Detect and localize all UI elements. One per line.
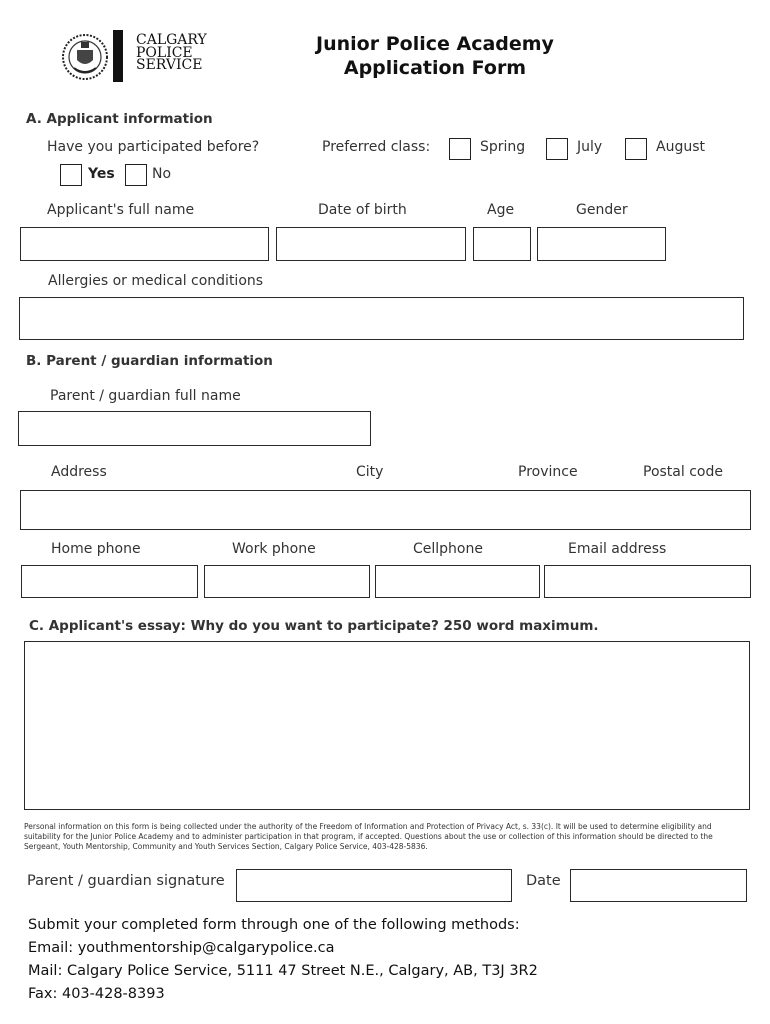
submit-mail: Mail: Calgary Police Service, 5111 47 Street N.E., Calgary, AB, T3J 3R2 [28, 963, 538, 979]
yes-label: Yes [88, 166, 115, 182]
parent-name-input[interactable] [18, 411, 371, 446]
participated-question: Have you participated before? [47, 139, 260, 155]
home-phone-input[interactable] [21, 565, 198, 598]
province-label: Province [518, 464, 578, 480]
dob-label: Date of birth [318, 202, 407, 218]
logo-line-2: POLICE [136, 44, 193, 61]
form-title [280, 32, 590, 80]
work-phone-input[interactable] [204, 565, 370, 598]
section-a-heading: A. Applicant information [26, 111, 213, 127]
dob-input[interactable] [276, 227, 466, 261]
age-label: Age [487, 202, 515, 218]
yes-checkbox[interactable] [60, 164, 82, 186]
police-crest-icon [60, 32, 110, 82]
logo-wordmark [136, 34, 207, 72]
full-name-label: Applicant's full name [47, 202, 195, 218]
logo-line-3: SERVICE [136, 57, 203, 73]
spring-checkbox[interactable] [449, 138, 471, 160]
gender-input[interactable] [537, 227, 666, 261]
home-phone-label: Home phone [51, 541, 141, 557]
signature-input[interactable] [236, 869, 512, 902]
preferred-class-label: Preferred class: [322, 139, 431, 155]
title-line-2: Application Form [343, 57, 527, 79]
no-checkbox[interactable] [125, 164, 147, 186]
july-checkbox[interactable] [546, 138, 568, 160]
submit-fax: Fax: 403-428-8393 [28, 986, 165, 1002]
no-label: No [152, 166, 172, 182]
cellphone-label: Cellphone [413, 541, 483, 557]
submit-instructions: Submit your completed form through one of the following methods: [28, 917, 520, 933]
address-label: Address [51, 464, 107, 480]
postal-code-label: Postal code [643, 464, 723, 480]
spring-label: Spring [480, 139, 526, 155]
section-c-heading: C. Applicant's essay: Why do you want to participate? 250 word maximum. [29, 618, 599, 634]
cellphone-input[interactable] [375, 565, 540, 598]
date-input[interactable] [570, 869, 747, 902]
signature-label: Parent / guardian signature [27, 873, 225, 889]
date-label: Date [526, 873, 561, 889]
work-phone-label: Work phone [232, 541, 316, 557]
email-input[interactable] [544, 565, 751, 598]
age-input[interactable] [473, 227, 531, 261]
email-label: Email address [568, 541, 667, 557]
allergies-input[interactable] [19, 297, 744, 340]
july-label: July [577, 139, 603, 155]
submit-email: Email: youthmentorship@calgarypolice.ca [28, 940, 335, 956]
allergies-label: Allergies or medical conditions [48, 273, 264, 289]
logo-divider-bar [113, 30, 123, 82]
section-b-heading: B. Parent / guardian information [26, 353, 273, 369]
full-name-input[interactable] [20, 227, 269, 261]
parent-name-label: Parent / guardian full name [50, 388, 241, 404]
logo-line-1: CALGARY [136, 32, 207, 48]
essay-textarea[interactable] [24, 641, 750, 810]
august-checkbox[interactable] [625, 138, 647, 160]
august-label: August [656, 139, 705, 155]
title-line-1: Junior Police Academy [316, 33, 554, 55]
gender-label: Gender [576, 202, 628, 218]
address-input[interactable] [20, 490, 751, 530]
city-label: City [356, 464, 384, 480]
privacy-notice: Personal information on this form is being collected under the authority of the Freedom of Information and Protection of Privacy Act, s. 33(c). It will be used to determine eligibility and suitability for the Junior Police Academy and to administer participation in that program, if accepted. Questions about the use or collection of this information should be directed to the Sergeant, Youth Mentorship, Community and Youth Services Section, Calgary Police Service, 403-428-5836. [24, 822, 713, 851]
